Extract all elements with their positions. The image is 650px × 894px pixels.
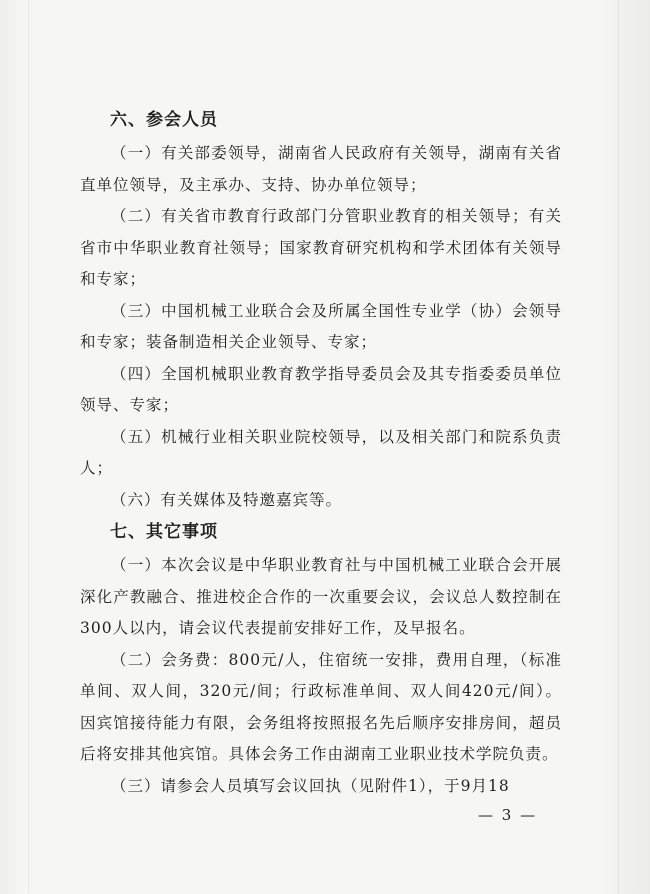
page-crease: [28, 0, 29, 894]
other-item-1: （一）本次会议是中华职业教育社与中国机械工业联合会开展深化产教融合、推进校企合作的一次重要会议，会议总人数控制在300人以内，请会议代表提前安排好工作，及早报名。: [80, 556, 562, 637]
attendee-item-3: （三）中国机械工业联合会及所属全国性专业学（协）会领导和专家；装备制造相关企业领导、专家；: [80, 301, 562, 351]
attendee-item-1: （一）有关部委领导，湖南省人民政府有关领导，湖南有关省直单位领导，及主承办、支持、协办单位领导；: [80, 144, 562, 194]
section-heading-other-matters: 七、其它事项: [110, 522, 218, 542]
attendee-item-4: （四）全国机械职业教育教学指导委员会及其专指委委员单位领导、专家；: [80, 364, 562, 414]
attendee-item-6: （六）有关媒体及特邀嘉宾等。: [111, 490, 343, 509]
page-crease: [618, 0, 619, 894]
page-number: — 3 —: [478, 806, 538, 824]
document-body: [80, 108, 562, 802]
other-item-3: （三）请参会人员填写会议回执（见附件1），于9月18: [111, 776, 510, 795]
other-item-2: （二）会务费：800元/人，住宿统一安排，费用自理，（标准单间、双人间，320元/间；行政标准单间、双人间420元/间）。因宾馆接待能力有限，会务组将按照报名先后顺序安排房间，超员后将安排其他宾馆。具体会务工作由湖南工业职业技术学院负责。: [80, 650, 562, 763]
attendee-item-5: （五）机械行业相关职业院校领导，以及相关部门和院系负责人；: [80, 427, 562, 477]
section-heading-attendees: 六、参会人员: [110, 110, 218, 130]
attendee-item-2: （二）有关省市教育行政部门分管职业教育的相关领导；有关省市中华职业教育社领导；国家教育研究机构和学术团体有关领导和专家；: [80, 207, 562, 288]
